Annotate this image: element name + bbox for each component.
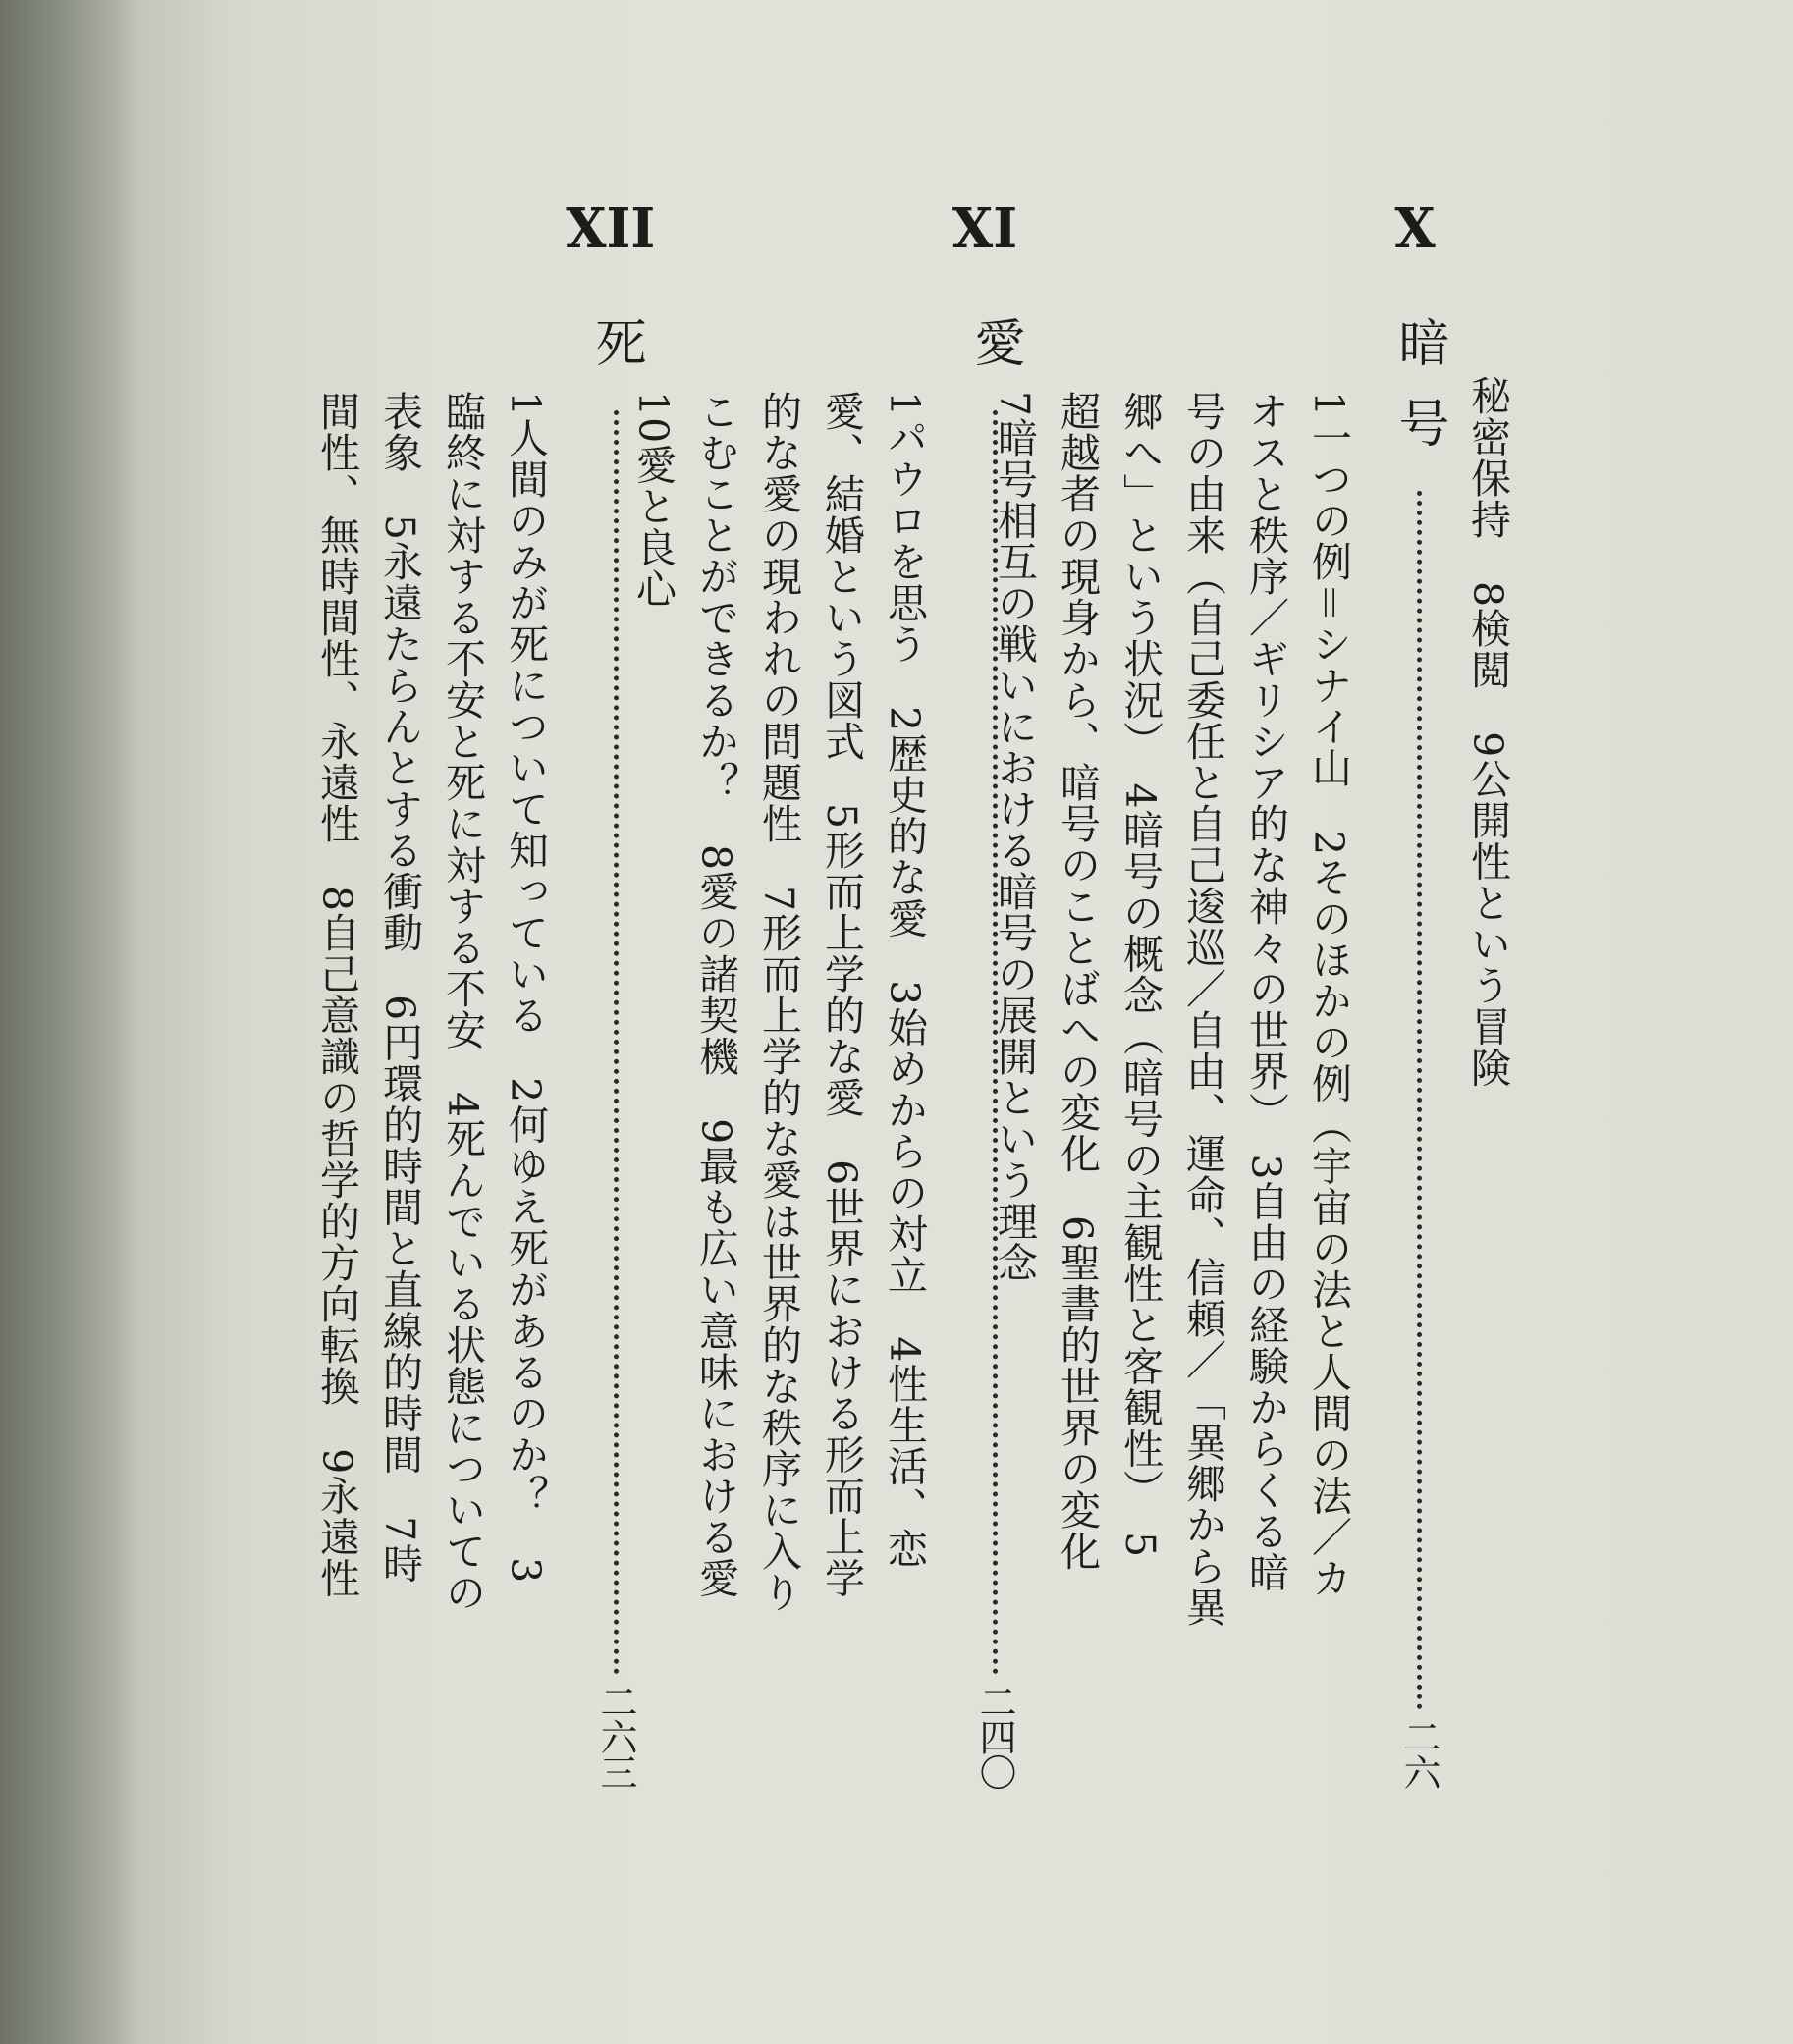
toc-line: 10愛と良心 — [629, 391, 677, 610]
page-number: 二六三 — [594, 1683, 637, 1789]
previous-section-line: 秘密保持 8検閲 9公開性という冒険 — [1464, 375, 1511, 1089]
dot-leader — [614, 410, 619, 1675]
chapter-heading-xi[interactable] — [958, 316, 1032, 1789]
toc-line: オスと秩序／ギリシア的な神々の世界） 3自由の経験からくる暗 — [1242, 391, 1289, 1593]
chapter-numeral-x: X — [1394, 196, 1436, 261]
chapter-title: 死 — [586, 316, 645, 397]
toc-line: 郷へ」という状況） 4暗号の概念（暗号の主観性と客観性） 5 — [1116, 391, 1164, 1559]
chapter-numeral-xi: XI — [951, 196, 1018, 261]
book-spine-shadow — [0, 0, 147, 2044]
page-number: 二六 — [1397, 1718, 1440, 1789]
chapter-heading-x[interactable] — [1383, 316, 1456, 1789]
dot-leader — [993, 410, 998, 1675]
toc-line: 号の由来（自己委任と自己逡巡／自由、運命、信頼／「異郷から異 — [1179, 391, 1226, 1628]
chapter-title: 暗号 — [1389, 316, 1448, 477]
toc-line: 間性、無時間性、永遠性 8自己意識の哲学的方向転換 9永遠性 — [313, 391, 360, 1599]
toc-line: 1パウロを思う 2歴史的な愛 3始めからの対立 4性生活、恋 — [881, 391, 928, 1570]
toc-line: 1一つの例＝シナイ山 2そのほかの例（宇宙の法と人間の法／カ — [1305, 391, 1352, 1599]
page-number: 二四〇 — [973, 1683, 1016, 1789]
toc-line: 的な愛の現われの問題性 7形而上学的な愛は世界的な秩序に入り — [755, 391, 802, 1614]
chapter-numeral-xii: XII — [566, 196, 656, 261]
toc-line: 超越者の現身から、暗号のことばへの変化 6聖書的世界の変化 — [1054, 391, 1101, 1573]
toc-line: 表象 5永遠たらんとする衝動 6円環的時間と直線的時間 7時 — [376, 391, 423, 1585]
dot-leader — [1417, 491, 1422, 1710]
toc-line: 臨終に対する不安と死に対する不安 4死んでいる状態についての — [439, 391, 486, 1614]
toc-line: こむことができるか？ 8愛の諸契機 9最も広い意味における愛 — [692, 391, 739, 1599]
toc-line: 7暗号相互の戦いにおける暗号の展開という理念 — [991, 391, 1038, 1284]
toc-line: 愛、結婚という図式 5形而上学的な愛 6世界における形而上学 — [818, 391, 865, 1599]
chapter-title: 愛 — [965, 316, 1024, 397]
chapter-heading-xii[interactable] — [579, 316, 653, 1789]
toc-line: 1人間のみが死について知っている 2何ゆえ死があるのか？ 3 — [502, 391, 549, 1585]
